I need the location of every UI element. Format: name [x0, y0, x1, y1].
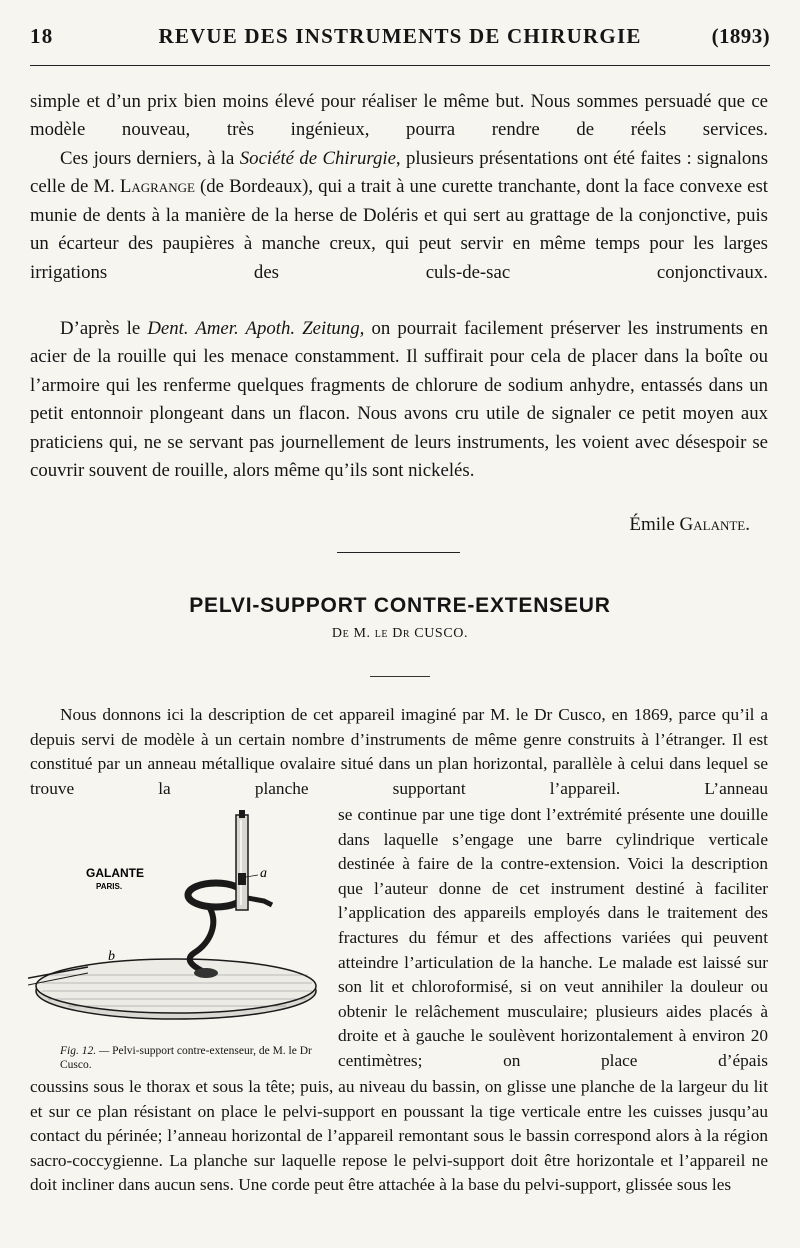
- maker-city: PARIS.: [96, 882, 123, 891]
- paragraph-2: [30, 145, 768, 287]
- article-title: PELVI-SUPPORT CONTRE-EXTENSEUR: [189, 594, 611, 617]
- para3-text-b: on pourrait facilement préserver les instruments en acier de la rouille qui les menace constamment. Il suffirait pour cela de placer dans la boîte ou l’armoire qui les renferme quelques fragments de chlorure de sodium anhydre, entassés dans un petit entonnoir plongeant dans un flacon. Nous avons cru utile de signaler ce petit moyen aux praticiens qui, ne se servant pas journellement de leurs instruments, les voient avec désespoir se couvrir souvent de rouille, alors même qu’ils sont nickelés.: [30, 318, 768, 482]
- bar-cap: [239, 810, 245, 818]
- journal-year: (1893): [711, 24, 770, 48]
- intro-text: Nous donnons ici la description de cet appareil imaginé par M. le Dr Cusco, en 1869, parce qu’il a depuis servi de modèle à un certain nombre d’instruments de même genre construits à l’étranger. Il est constitué par un anneau métallique ovalaire situé dans un plan horizontal, parallèle à celui dans lequel se trouve la planche supportant l’appareil. L’anneau: [30, 705, 768, 798]
- base-board-top: [36, 959, 316, 1013]
- para2-text-a: Ces jours derniers, à la: [60, 148, 240, 169]
- societe-chirurgie: Société de Chirurgie: [239, 148, 396, 169]
- signature-first-name: Émile: [629, 514, 680, 535]
- pelvi-support-illustration: [28, 805, 330, 1045]
- section-divider: [337, 552, 460, 553]
- figure-number: Fig. 12. —: [60, 1045, 110, 1057]
- para2-text-c: (de Bordeaux), qui a trait à une curette tranchante, dont la face convexe est munie de dents à la manière de la herse de Doléris et qui sert au grattage de la conjonctive, puis un écarteur des paupières à manche creux, qui peut servir en même temps pour les larges irrigations des culs-de-sac conjonctivaux.: [30, 176, 768, 283]
- paragraph-1-text: simple et d’un prix bien moins élevé pour réaliser le même but. Nous sommes persuadé que ce modèle nouveau, très ingénieux, pourra rendre de réels services.: [30, 91, 768, 141]
- paragraph-3: [30, 315, 768, 485]
- journal-title: REVUE DES INSTRUMENTS DE CHIRURGIE: [158, 24, 642, 48]
- para3-text-a: D’après le: [60, 318, 148, 339]
- article2-continuation: [30, 1075, 768, 1198]
- page-number: 18: [30, 24, 54, 48]
- para2-text-b: , plusieurs présentations ont été faites : signalons celle de M.: [30, 148, 769, 198]
- stem-foot: [194, 968, 218, 978]
- article2-wrapped-text: [338, 803, 768, 1074]
- wrapped-text: se continue par une tige dont l’extrémité présente une douille dans laquelle s’engage une barre cylindrique verticale destinée à faire de la contre-extension. Voici la description que l’auteur donne de cet instrument destiné à faciliter l’application des appareils employés dans le traitement des fractures du fémur et des affections variées qui peuvent atteindre l’articulation de la hanche. Le malade est laissé sur son lit et chloroformisé, si on veut annihiler la douleur ou obtenir le relâchement musculaire; plusieurs aides placés à droite et à gauche le soulèvent horizontalement à environ 20 centimètres; on place d’épais: [338, 805, 768, 1070]
- paragraph-1: [30, 88, 768, 145]
- figure-caption: [60, 1044, 340, 1072]
- maker-mark: GALANTE: [86, 866, 144, 880]
- figure-caption-text: Pelvi-support contre-extenseur, de M. le Dr Cusco.: [60, 1045, 312, 1071]
- header-rule: [30, 65, 770, 66]
- article2-intro: [30, 703, 768, 801]
- bar-socket: [238, 873, 246, 885]
- author-lagrange: Lagrange: [119, 176, 195, 198]
- journal-name: Dent. Amer. Apoth. Zeitung,: [147, 318, 365, 339]
- label-a: a: [260, 866, 267, 881]
- signature-last-name: Galante.: [679, 514, 750, 535]
- running-header: [30, 18, 770, 52]
- byline-rule: [370, 676, 430, 677]
- label-b: b: [108, 949, 115, 964]
- signature: [629, 514, 750, 536]
- article-byline: De M. le Dr CUSCO.: [331, 626, 469, 641]
- continuation-text: coussins sous le thorax et sous la tête; puis, au niveau du bassin, on glisse une planche de la largeur du lit et sur ce plan résistant on place le pelvi-support en poussant la tige verticale entre les cuisses jusqu’au contact du périnée; l’anneau horizontal de l’appareil remontant sous le bassin correspond alors à la région sacro-coccygienne. La planche sur laquelle repose le pelvi-support doit être horizontale et l’appareil ne doit incliner dans aucun sens. Une corde peut être attachée à la base du pelvi-support, glissée sous les: [30, 1077, 768, 1195]
